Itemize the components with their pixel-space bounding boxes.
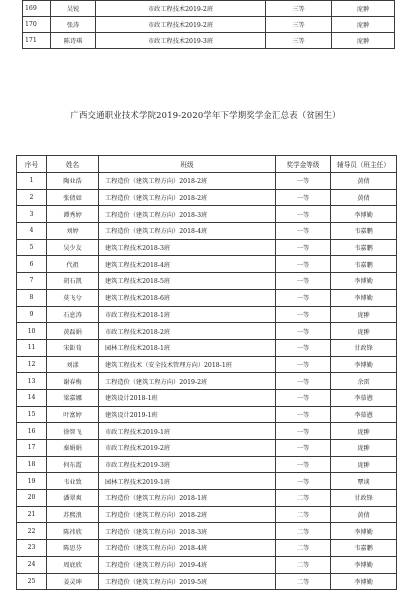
table-row xyxy=(17,173,397,190)
cell-grade: 一等 xyxy=(276,273,331,290)
cell-no: 12 xyxy=(17,356,47,373)
cell-grade: 一等 xyxy=(276,206,331,223)
table-row xyxy=(17,473,397,490)
header-class: 班级 xyxy=(99,156,276,173)
cell-no: 14 xyxy=(17,389,47,406)
cell-class: 建筑设计2018-1班 xyxy=(99,389,276,406)
cell-mentor: 李博勤 xyxy=(331,206,397,223)
cell-name: 黄磊娟 xyxy=(47,323,99,340)
previous-table-row xyxy=(23,33,395,49)
cell-class: 工程造价（建筑工程方向）2018-1班 xyxy=(99,490,276,507)
cell-mentor: 李慕懑 xyxy=(331,406,397,423)
cell-class: 市政工程技术2019-1班 xyxy=(99,423,276,440)
table-row xyxy=(17,239,397,256)
header-name: 姓名 xyxy=(47,156,99,173)
cell-mentor: 甘政锋 xyxy=(331,339,397,356)
cell-grade: 一等 xyxy=(276,406,331,423)
cell-name: 徐智飞 xyxy=(47,423,99,440)
previous-page-table xyxy=(22,0,395,49)
cell-no: 4 xyxy=(17,223,47,240)
cell-grade: 一等 xyxy=(276,223,331,240)
cell-mentor: 庞翀 xyxy=(331,423,397,440)
cell-mentor: 黄倩 xyxy=(331,189,397,206)
cell-mentor: 李慕懑 xyxy=(331,389,397,406)
cell-mentor: 李博勤 xyxy=(331,556,397,573)
cell-name: 石息涛 xyxy=(47,306,99,323)
table-row xyxy=(17,189,397,206)
cell-class: 工程造价（建筑工程方向）2018-4班 xyxy=(99,540,276,557)
cell-grade: 一等 xyxy=(276,389,331,406)
cell-name: 周底欣 xyxy=(47,556,99,573)
cell-no: 19 xyxy=(17,473,47,490)
cell-class: 工程造价（建筑工程方向）2019-4班 xyxy=(99,556,276,573)
table-row xyxy=(17,306,397,323)
previous-page-table-body xyxy=(23,1,395,49)
cell-grade: 一等 xyxy=(276,440,331,457)
cell-name: 刘婷 xyxy=(47,223,99,240)
cell-class: 工程造价（建筑工程方向）2018-2班 xyxy=(99,506,276,523)
cell-class: 建筑工程技术2018-3班 xyxy=(99,239,276,256)
cell-no: 10 xyxy=(17,323,47,340)
cell-mentor: 余雷 xyxy=(331,373,397,390)
cell-grade: 三等 xyxy=(266,33,332,49)
cell-mentor: 韦嘉鹏 xyxy=(331,540,397,557)
cell-mentor: 庞翀 xyxy=(331,306,397,323)
cell-class: 市政工程技术2018-1班 xyxy=(99,306,276,323)
cell-no: 18 xyxy=(17,456,47,473)
previous-table-row xyxy=(23,17,395,33)
cell-grade: 一等 xyxy=(276,339,331,356)
cell-name: 何东霞 xyxy=(47,456,99,473)
cell-grade: 一等 xyxy=(276,239,331,256)
cell-no: 13 xyxy=(17,373,47,390)
cell-class: 工程造价（建筑工程方向）2018-4班 xyxy=(99,223,276,240)
cell-name: 吴少友 xyxy=(47,239,99,256)
table-row xyxy=(17,540,397,557)
cell-mentor: 庞翀 xyxy=(331,440,397,457)
table-row xyxy=(17,356,397,373)
cell-mentor: 甘政锋 xyxy=(331,490,397,507)
cell-no: 22 xyxy=(17,523,47,540)
header-mentor: 辅导员（班主任） xyxy=(331,156,397,173)
cell-grade: 一等 xyxy=(276,356,331,373)
cell-class: 工程造价（建筑工程方向）2019-5班 xyxy=(99,573,276,590)
cell-name: 代祖 xyxy=(47,256,99,273)
table-title: 广西交通职业技术学院2019-2020学年下学期奖学金汇总表（贫困生） xyxy=(70,110,341,120)
cell-grade: 二等 xyxy=(276,506,331,523)
cell-grade: 三等 xyxy=(266,1,332,17)
cell-class: 市政工程技术2019-2班 xyxy=(96,1,266,17)
cell-mentor: 李博勤 xyxy=(331,273,397,290)
cell-class: 建筑工程技术2018-5班 xyxy=(99,273,276,290)
cell-class: 建筑设计2019-1班 xyxy=(99,406,276,423)
cell-name: 陈祎欣 xyxy=(47,523,99,540)
table-row xyxy=(17,506,397,523)
header-row xyxy=(17,156,397,173)
cell-name: 梁嘉娜 xyxy=(47,389,99,406)
cell-class: 工程造价（建筑工程方向）2018-3班 xyxy=(99,206,276,223)
cell-mentor: 韦嘉鹏 xyxy=(331,223,397,240)
cell-mentor: 李博勤 xyxy=(331,573,397,590)
cell-grade: 一等 xyxy=(276,456,331,473)
table-row xyxy=(17,273,397,290)
cell-no: 9 xyxy=(17,306,47,323)
cell-name: 韦业致 xyxy=(47,473,99,490)
cell-name: 吴锐 xyxy=(51,1,96,17)
cell-mentor: 庞翀 xyxy=(331,323,397,340)
cell-no: 5 xyxy=(17,239,47,256)
cell-no: 1 xyxy=(17,173,47,190)
table-row xyxy=(17,373,397,390)
table-row xyxy=(17,289,397,306)
cell-grade: 二等 xyxy=(276,523,331,540)
cell-no: 25 xyxy=(17,573,47,590)
scholarship-table xyxy=(16,155,397,590)
cell-no: 23 xyxy=(17,540,47,557)
table-row xyxy=(17,206,397,223)
cell-class: 工程造价（建筑工程方向）2018-3班 xyxy=(99,523,276,540)
cell-no: 171 xyxy=(23,33,51,49)
table-row xyxy=(17,423,397,440)
cell-class: 市政工程技术2019-3班 xyxy=(96,33,266,49)
cell-no: 7 xyxy=(17,273,47,290)
table-row xyxy=(17,323,397,340)
table-row xyxy=(17,339,397,356)
cell-class: 市政工程技术2019-3班 xyxy=(99,456,276,473)
cell-mentor: 黄倩 xyxy=(331,173,397,190)
cell-no: 170 xyxy=(23,17,51,33)
cell-grade: 一等 xyxy=(276,373,331,390)
cell-no: 20 xyxy=(17,490,47,507)
cell-mentor: 庞翀 xyxy=(331,456,397,473)
cell-class: 工程造价（建筑工程方向）2018-2班 xyxy=(99,189,276,206)
cell-grade: 一等 xyxy=(276,256,331,273)
cell-name: 刘漾 xyxy=(47,356,99,373)
cell-mentor: 覃谈 xyxy=(331,473,397,490)
cell-no: 169 xyxy=(23,1,51,17)
cell-name: 陈诗琪 xyxy=(51,33,96,49)
cell-no: 17 xyxy=(17,440,47,457)
cell-class: 建筑工程技术2018-4班 xyxy=(99,256,276,273)
cell-grade: 一等 xyxy=(276,289,331,306)
cell-grade: 二等 xyxy=(276,540,331,557)
cell-grade: 三等 xyxy=(266,17,332,33)
cell-class: 园林工程技术2019-1班 xyxy=(99,473,276,490)
cell-name: 陈思芬 xyxy=(47,540,99,557)
table-row xyxy=(17,406,397,423)
cell-name: 秦娟娟 xyxy=(47,440,99,457)
cell-grade: 一等 xyxy=(276,323,331,340)
table-row xyxy=(17,556,397,573)
table-row xyxy=(17,440,397,457)
cell-grade: 一等 xyxy=(276,173,331,190)
cell-mentor: 李博勤 xyxy=(331,523,397,540)
cell-mentor: 李博勤 xyxy=(331,289,397,306)
cell-class: 园林工程技术2018-1班 xyxy=(99,339,276,356)
cell-name: 谭秀婷 xyxy=(47,206,99,223)
header-grade: 奖学金等级 xyxy=(276,156,331,173)
table-row xyxy=(17,223,397,240)
table-header xyxy=(17,156,397,173)
cell-grade: 一等 xyxy=(276,473,331,490)
cell-mentor: 韦嘉鹏 xyxy=(331,256,397,273)
cell-grade: 一等 xyxy=(276,189,331,206)
cell-no: 8 xyxy=(17,289,47,306)
cell-no: 15 xyxy=(17,406,47,423)
cell-name: 莫飞兮 xyxy=(47,289,99,306)
cell-grade: 二等 xyxy=(276,556,331,573)
cell-name: 姜灵坤 xyxy=(47,573,99,590)
cell-no: 16 xyxy=(17,423,47,440)
cell-name: 张倩如 xyxy=(47,189,99,206)
cell-mentor: 李博勤 xyxy=(331,356,397,373)
cell-grade: 一等 xyxy=(276,423,331,440)
cell-mentor: 韦嘉鹏 xyxy=(331,239,397,256)
cell-no: 24 xyxy=(17,556,47,573)
cell-no: 21 xyxy=(17,506,47,523)
cell-grade: 一等 xyxy=(276,306,331,323)
cell-name: 宋鉅荀 xyxy=(47,339,99,356)
cell-class: 市政工程技术2019-2班 xyxy=(96,17,266,33)
table-row xyxy=(17,456,397,473)
cell-mentor: 庞翀 xyxy=(332,1,395,17)
table-row xyxy=(17,523,397,540)
table-row xyxy=(17,573,397,590)
table-body xyxy=(17,173,397,590)
cell-class: 建筑工程技术（安全技术管理方向）2018-1班 xyxy=(99,356,276,373)
cell-class: 工程造价（建筑工程方向）2019-2班 xyxy=(99,373,276,390)
cell-class: 市政工程技术2019-2班 xyxy=(99,440,276,457)
cell-grade: 二等 xyxy=(276,573,331,590)
cell-no: 6 xyxy=(17,256,47,273)
cell-name: 谢春梅 xyxy=(47,373,99,390)
cell-name: 叶富婷 xyxy=(47,406,99,423)
table-row xyxy=(17,256,397,273)
cell-name: 胡石凯 xyxy=(47,273,99,290)
cell-name: 张涛 xyxy=(51,17,96,33)
table-row xyxy=(17,389,397,406)
cell-class: 建筑工程技术2018-6班 xyxy=(99,289,276,306)
cell-name: 潘翠爽 xyxy=(47,490,99,507)
header-no: 序号 xyxy=(17,156,47,173)
cell-grade: 二等 xyxy=(276,490,331,507)
cell-no: 3 xyxy=(17,206,47,223)
cell-no: 2 xyxy=(17,189,47,206)
cell-mentor: 黄倩 xyxy=(331,506,397,523)
cell-name: 陶业浩 xyxy=(47,173,99,190)
cell-class: 工程造价（建筑工程方向）2018-2班 xyxy=(99,173,276,190)
cell-mentor: 庞翀 xyxy=(332,33,395,49)
cell-class: 市政工程技术2018-2班 xyxy=(99,323,276,340)
table-row xyxy=(17,490,397,507)
previous-table-row xyxy=(23,1,395,17)
cell-name: 苏熙浪 xyxy=(47,506,99,523)
cell-mentor: 庞翀 xyxy=(332,17,395,33)
cell-no: 11 xyxy=(17,339,47,356)
